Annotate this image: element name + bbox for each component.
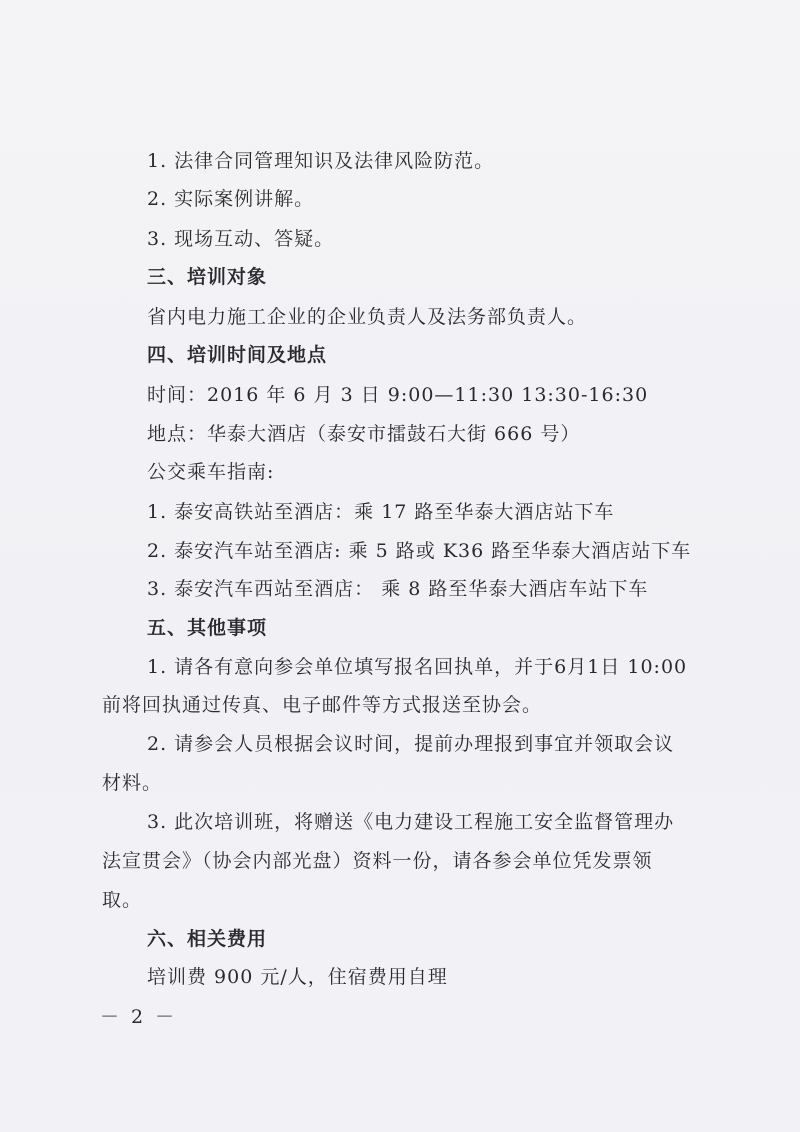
section-3-body: 省内电力施工企业的企业负责人及法务部负责人。 [147, 306, 588, 328]
other-item-1-line-2: 前将回执通过传真、电子邮件等方式报送至协会。 [102, 694, 543, 716]
content-item-2: 2. 实际案例讲解。 [147, 188, 315, 210]
other-item-3-line-2: 法宣贯会》（协会内部光盘）资料一份，请各参会单位凭发票领 [102, 850, 653, 872]
section-5-heading: 五、其他事项 [147, 617, 268, 639]
other-item-1-line-1: 1. 请各有意向参会单位填写报名回执单，并于6月1日 10:00 [147, 656, 688, 678]
training-location: 地点：华泰大酒店（泰安市擂鼓石大街 666 号） [147, 423, 581, 445]
bus-route-3: 3. 泰安汽车西站至酒店： 乘 8 路至华泰大酒店车站下车 [147, 578, 649, 600]
content-item-1: 1. 法律合同管理知识及法律风险防范。 [147, 150, 495, 172]
content-item-3: 3. 现场互动、答疑。 [147, 228, 335, 250]
section-3-heading: 三、培训对象 [147, 266, 268, 288]
section-6-heading: 六、相关费用 [147, 928, 268, 950]
bus-route-1: 1. 泰安高铁站至酒店：乘 17 路至华泰大酒店站下车 [147, 501, 615, 523]
bus-route-2: 2. 泰安汽车站至酒店: 乘 5 路或 K36 路至华泰大酒店站下车 [147, 540, 692, 562]
other-item-2-line-1: 2. 请参会人员根据会议时间，提前办理报到事宜并领取会议 [147, 733, 675, 755]
section-4-heading: 四、培训时间及地点 [147, 344, 328, 366]
other-item-2-line-2: 材料。 [102, 772, 163, 794]
bus-guide-title: 公交乘车指南: [147, 461, 275, 483]
page-number: － 2 － [100, 1006, 178, 1028]
fee-info: 培训费 900 元/人，住宿费用自理 [147, 966, 448, 988]
training-time: 时间：2016 年 6 月 3 日 9:00—11:30 13:30-16:30 [147, 384, 649, 406]
other-item-3-line-3: 取。 [102, 889, 143, 911]
other-item-3-line-1: 3. 此次培训班，将赠送《电力建设工程施工安全监督管理办 [147, 811, 675, 833]
